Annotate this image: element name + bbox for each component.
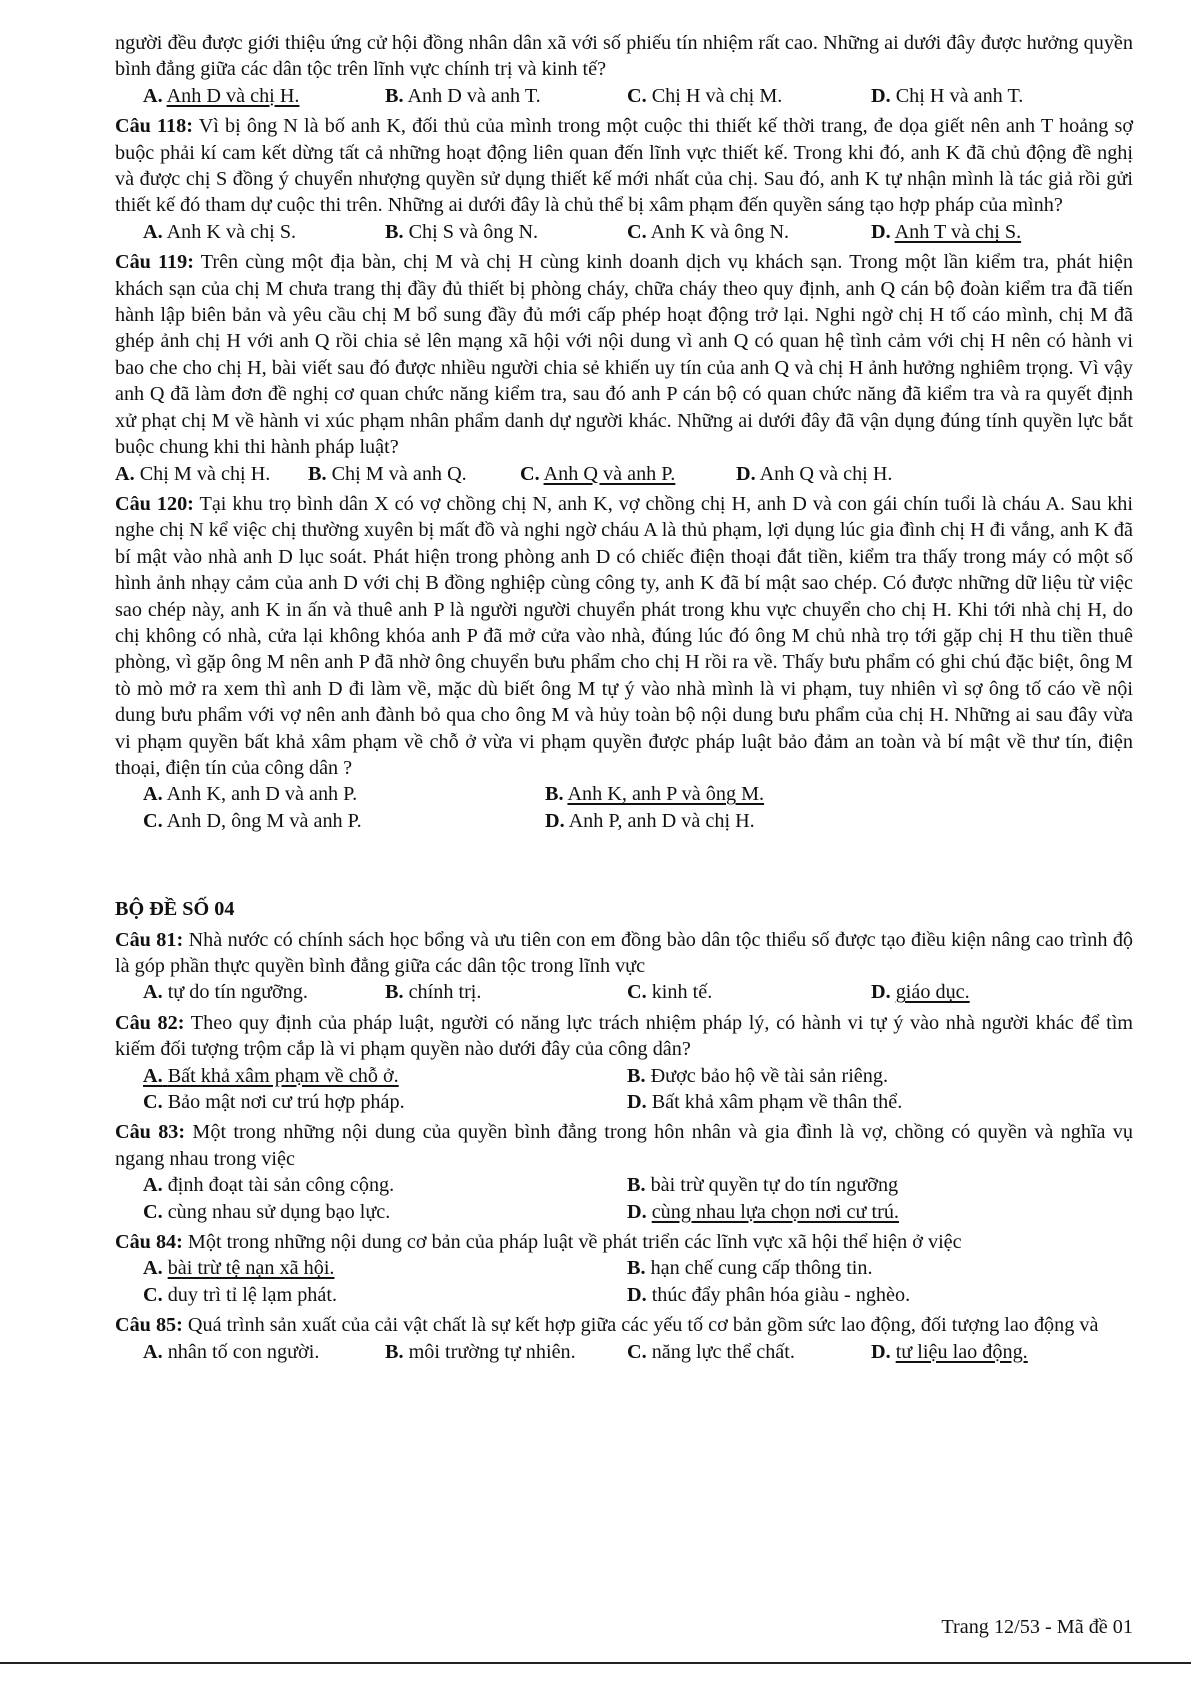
option-c: C. duy trì tỉ lệ lạm phát. — [143, 1283, 338, 1306]
option-d: D. Anh Q và chị H. — [736, 462, 893, 485]
question-81-options — [115, 979, 1133, 1005]
option-b: B. Anh K, anh P và ông M. — [545, 783, 765, 806]
question-84-options — [115, 1255, 1133, 1308]
question-label: Câu 81: — [115, 928, 184, 951]
option-b: B. bài trừ quyền tự do tín ngưỡng — [627, 1174, 899, 1197]
question-label: Câu 118: — [115, 115, 193, 138]
intro-question-text: người đều được giới thiệu ứng cử hội đồng nhân dân xã với số phiếu tín nhiệm rất cao. Những ai dưới đây được hưởng quyền bình đẳng giữa các dân tộc trên lĩnh vực chính trị và kinh tế? — [115, 32, 1133, 81]
question-text: Vì bị ông N là bố anh K, đối thủ của mình trong một cuộc thi thiết kế thời trang, đe dọa giết nên anh T hoảng sợ buộc phải kí cam kết dừng tất cả những hoạt động liên quan đến lĩnh vực thiết kế. Trong khi đó, anh K đã chủ động đề nghị và được chị S đồng ý chuyển nhượng quyền sử dụng thiết kế mới nhất của chị. Sau đó, anh K tự nhận mình là tác giả rồi gửi thiết kế đó tham dự cuộc thi trên. Những ai dưới đây là chủ thể bị xâm phạm đến quyền sáng tạo hợp pháp của mình? — [115, 115, 1133, 217]
question-119 — [115, 249, 1133, 460]
option-d: D. tư liệu lao động. — [871, 1340, 1028, 1363]
question-118 — [115, 113, 1133, 219]
option-d: D. thúc đẩy phân hóa giàu - nghèo. — [627, 1283, 911, 1306]
option-d: D. Bất khả xâm phạm về thân thể. — [627, 1091, 903, 1114]
option-a: A. Anh K, anh D và anh P. — [143, 783, 358, 806]
option-a: A. Anh D và chị H. — [143, 84, 300, 107]
option-b: B. Được bảo hộ về tài sản riêng. — [627, 1064, 889, 1087]
question-120-options — [115, 781, 1133, 834]
option-a: A. bài trừ tệ nạn xã hội. — [143, 1257, 335, 1280]
question-81 — [115, 927, 1133, 980]
question-text: Quá trình sản xuất của cải vật chất là sự kết hợp giữa các yếu tố cơ bản gồm sức lao động, đối tượng lao động và — [187, 1314, 1099, 1337]
option-c: C. Bảo mật nơi cư trú hợp pháp. — [143, 1091, 405, 1114]
question-82-options — [115, 1063, 1133, 1116]
option-d: D. Anh T và chị S. — [871, 220, 1022, 243]
question-text: Trên cùng một địa bàn, chị M và chị H cùng kinh doanh dịch vụ khách sạn. Trong một lần kiểm tra, phát hiện khách sạn của chị M chưa trang thị đầy đủ thiết bị phòng cháy, chữa cháy theo quy định, anh Q cán bộ đoàn kiểm tra đã tiến hành lập biên bản và yêu cầu chị M bổ sung đầy đủ mới cấp phép hoạt động trở lại. Nghi ngờ chị H tố cáo mình, chị M đã ghép ảnh chị H với anh Q rồi chia sẻ lên mạng xã hội với nội dung vì anh Q có quan hệ tình cảm với chị H nên có hành vi bao che cho chị H, bài viết sau đó được nhiều người chia sẻ khiến uy tín của anh Q và chị H ảnh hưởng nghiêm trọng. Vì vậy anh Q đã làm đơn đề nghị cơ quan chức năng kiểm tra, sau đó anh P cán bộ có quan chức năng đã kiểm tra và ra quyết định xử phạt chị M về hành vi xúc phạm nhân phẩm danh dự người khác. Những ai dưới đây đã vận dụng đúng tính quyền lực bắt buộc chung khi thi hành pháp luật? — [115, 251, 1133, 459]
option-a: A. Bất khả xâm phạm về chỗ ở. — [143, 1064, 399, 1087]
option-c: C. kinh tế. — [627, 981, 713, 1004]
footer-divider — [0, 1662, 1191, 1664]
option-a: A. Chị M và chị H. — [115, 462, 271, 485]
option-c: C. Anh D, ông M và anh P. — [143, 809, 362, 832]
question-82 — [115, 1010, 1133, 1063]
option-b: B. Anh D và anh T. — [385, 84, 541, 107]
question-text: Một trong những nội dung cơ bản của pháp luật về phát triển các lĩnh vực xã hội thể hiện ở việc — [187, 1231, 962, 1254]
question-119-options — [115, 461, 1133, 487]
option-c: C. Anh Q và anh P. — [520, 462, 676, 485]
question-label: Câu 82: — [115, 1011, 185, 1034]
question-84 — [115, 1229, 1133, 1255]
option-a: A. nhân tố con người. — [143, 1340, 320, 1363]
option-b: B. Chị S và ông N. — [385, 220, 539, 243]
question-text: Một trong những nội dung của quyền bình đẳng trong hôn nhân và gia đình là vợ, chồng có quyền và nghĩa vụ ngang nhau trong việc — [115, 1121, 1133, 1170]
option-c: C. năng lực thể chất. — [627, 1340, 795, 1363]
question-85 — [115, 1312, 1133, 1338]
option-d: D. cùng nhau lựa chọn nơi cư trú. — [627, 1200, 899, 1223]
question-83-options — [115, 1172, 1133, 1225]
question-85-options — [115, 1339, 1133, 1365]
question-text: Tại khu trọ bình dân X có vợ chồng chị N, anh K, vợ chồng chị H, anh D và con gái chín tuổi là cháu A. Sau khi nghe chị N kể việc chị thường xuyên bị mất đồ và nghi ngờ cháu A là thủ phạm, lợi dụng lúc gia đình chị H đi vắng, anh K đã bí mật vào nhà anh D lục soát. Phát hiện trong phòng anh D có chiếc điện thoại đắt tiền, kiểm tra thấy trong máy có một số hình ảnh nhạy cảm của anh D với chị B đồng nghiệp cùng công ty, anh K đã bí mật sao chép. Có được những dữ liệu từ việc sao chép này, anh K in ấn và thuê anh P là người người chuyển phát trong khu vực chuyển cho chị H. Khi tới nhà chị H, do chị không có nhà, cửa lại không khóa anh P đã mở cửa vào nhà, đúng lúc đó ông M chủ nhà trọ tới gặp chị H thu tiền thuê phòng, vì gặp ông M nên anh P đã nhờ ông chuyển bưu phẩm cho chị H rồi ra về. Thấy bưu phẩm có ghi chú đặc biệt, ông M tò mò mở ra xem thì anh D đi làm về, mặc dù biết ông M tự ý vào nhà mình là vi phạm, tuy nhiên vì sợ ông tố cáo về nội dung bưu phẩm với vợ nên anh đành bỏ qua cho ông M và hủy toàn bộ nội dung bưu phẩm của chị H. Những ai sau đây vừa vi phạm quyền bất khả xâm phạm về chỗ ở vừa vi phạm quyền được pháp luật bảo đảm an toàn và bí mật về thư tín, điện thoại, điện tín của công dân ? — [115, 492, 1133, 779]
question-label: Câu 119: — [115, 251, 194, 274]
option-d: D. Anh P, anh D và chị H. — [545, 809, 755, 832]
intro-options — [115, 83, 1133, 109]
question-118-options — [115, 219, 1133, 245]
option-a: A. định đoạt tài sản công cộng. — [143, 1174, 395, 1197]
option-b: B. chính trị. — [385, 981, 482, 1004]
question-text: Nhà nước có chính sách học bổng và ưu tiên con em đồng bào dân tộc thiểu số được tạo điều kiện nâng cao trình độ là góp phần thực quyền bình đẳng giữa các dân tộc trong lĩnh vực — [115, 928, 1134, 977]
option-a: A. Anh K và chị S. — [143, 220, 297, 243]
question-text: Theo quy định của pháp luật, người có năng lực trách nhiệm pháp lý, có hành vi tự ý vào nhà người khác để tìm kiếm đối tượng trộm cắp là vi phạm quyền nào dưới đây của công dân? — [115, 1011, 1134, 1061]
option-c: C. Chị H và chị M. — [627, 84, 783, 107]
page-footer: Trang 12/53 - Mã đề 01 — [941, 1616, 1133, 1638]
question-label: Câu 85: — [115, 1314, 183, 1337]
option-a: A. tự do tín ngưỡng. — [143, 981, 308, 1004]
option-b: B. hạn chế cung cấp thông tin. — [627, 1257, 873, 1280]
option-d: D. giáo dục. — [871, 981, 970, 1004]
question-label: Câu 84: — [115, 1231, 183, 1254]
option-b: B. Chị M và anh Q. — [308, 462, 467, 485]
option-c: C. Anh K và ông N. — [627, 220, 790, 243]
question-label: Câu 120: — [115, 492, 194, 515]
option-b: B. môi trường tự nhiên. — [385, 1340, 576, 1363]
option-c: C. cùng nhau sử dụng bạo lực. — [143, 1200, 391, 1223]
question-83 — [115, 1119, 1133, 1172]
section-title: BỘ ĐỀ SỐ 04 — [115, 898, 235, 921]
page-content — [115, 30, 1133, 1365]
question-120 — [115, 491, 1133, 781]
option-d: D. Chị H và anh T. — [871, 84, 1024, 107]
question-label: Câu 83: — [115, 1121, 186, 1144]
